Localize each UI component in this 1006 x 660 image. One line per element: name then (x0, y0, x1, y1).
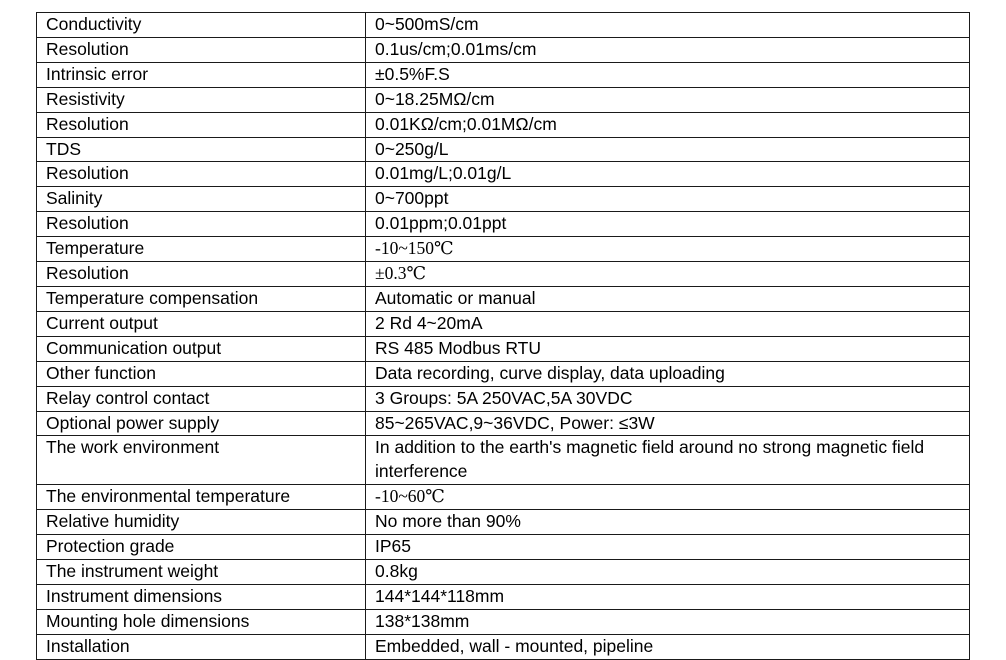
table-row (37, 286, 970, 311)
value-cell: 85~265VAC,9~36VDC, Power: ≤3W (366, 411, 970, 436)
value-cell: Embedded, wall - mounted, pipeline (366, 634, 970, 659)
value-cell: RS 485 Modbus RTU (366, 336, 970, 361)
table-row (37, 559, 970, 584)
parameter-cell: Resolution (37, 112, 366, 137)
parameter-cell: The work environment (37, 436, 366, 485)
table-row (37, 87, 970, 112)
value-cell: 0~250g/L (366, 137, 970, 162)
table-row (37, 485, 970, 510)
value-cell: 0.01KΩ/cm;0.01MΩ/cm (366, 112, 970, 137)
value-cell: 138*138mm (366, 609, 970, 634)
parameter-cell: Current output (37, 311, 366, 336)
value-cell: IP65 (366, 535, 970, 560)
value-text: -10~150℃ (375, 238, 454, 259)
table-row (37, 137, 970, 162)
value-cell: No more than 90% (366, 510, 970, 535)
table-row (37, 13, 970, 38)
value-cell: 0.1us/cm;0.01ms/cm (366, 37, 970, 62)
parameter-cell: Resolution (37, 162, 366, 187)
spec-table-body (37, 13, 970, 660)
parameter-cell: Optional power supply (37, 411, 366, 436)
spec-table (36, 12, 970, 660)
parameter-cell: Mounting hole dimensions (37, 609, 366, 634)
table-row (37, 386, 970, 411)
table-row (37, 262, 970, 287)
value-cell: 0.8kg (366, 559, 970, 584)
parameter-cell: The environmental temperature (37, 485, 366, 510)
value-cell: 144*144*118mm (366, 584, 970, 609)
parameter-cell: Resistivity (37, 87, 366, 112)
table-row (37, 37, 970, 62)
table-row (37, 361, 970, 386)
table-row (37, 187, 970, 212)
table-row (37, 411, 970, 436)
table-row (37, 634, 970, 659)
parameter-cell: Temperature (37, 237, 366, 262)
parameter-cell: Intrinsic error (37, 62, 366, 87)
parameter-cell: Instrument dimensions (37, 584, 366, 609)
parameter-cell: Other function (37, 361, 366, 386)
value-text: ±0.3℃ (375, 263, 427, 284)
table-row (37, 584, 970, 609)
parameter-cell: Resolution (37, 37, 366, 62)
table-row (37, 237, 970, 262)
value-cell: Automatic or manual (366, 286, 970, 311)
parameter-cell: Conductivity (37, 13, 366, 38)
value-cell: In addition to the earth's magnetic field around no strong magnetic field interference (366, 436, 970, 485)
value-cell: 0~500mS/cm (366, 13, 970, 38)
table-row (37, 212, 970, 237)
table-row (37, 535, 970, 560)
table-row (37, 510, 970, 535)
value-cell (366, 485, 970, 510)
parameter-cell: Salinity (37, 187, 366, 212)
value-cell: Data recording, curve display, data uploading (366, 361, 970, 386)
value-cell: 0~18.25MΩ/cm (366, 87, 970, 112)
value-cell: ±0.5%F.S (366, 62, 970, 87)
value-cell: 0.01mg/L;0.01g/L (366, 162, 970, 187)
parameter-cell: Temperature compensation (37, 286, 366, 311)
table-row (37, 62, 970, 87)
parameter-cell: Resolution (37, 212, 366, 237)
value-cell: 0~700ppt (366, 187, 970, 212)
value-cell (366, 262, 970, 287)
table-row (37, 162, 970, 187)
parameter-cell: Communication output (37, 336, 366, 361)
value-cell: 2 Rd 4~20mA (366, 311, 970, 336)
table-row (37, 311, 970, 336)
parameter-cell: The instrument weight (37, 559, 366, 584)
value-cell: 3 Groups: 5A 250VAC,5A 30VDC (366, 386, 970, 411)
parameter-cell: Installation (37, 634, 366, 659)
parameter-cell: Relay control contact (37, 386, 366, 411)
table-row (37, 436, 970, 485)
parameter-cell: Resolution (37, 262, 366, 287)
parameter-cell: TDS (37, 137, 366, 162)
parameter-cell: Relative humidity (37, 510, 366, 535)
table-row (37, 609, 970, 634)
value-cell: 0.01ppm;0.01ppt (366, 212, 970, 237)
table-row (37, 336, 970, 361)
table-row (37, 112, 970, 137)
parameter-cell: Protection grade (37, 535, 366, 560)
value-text: -10~60℃ (375, 486, 445, 507)
value-cell (366, 237, 970, 262)
